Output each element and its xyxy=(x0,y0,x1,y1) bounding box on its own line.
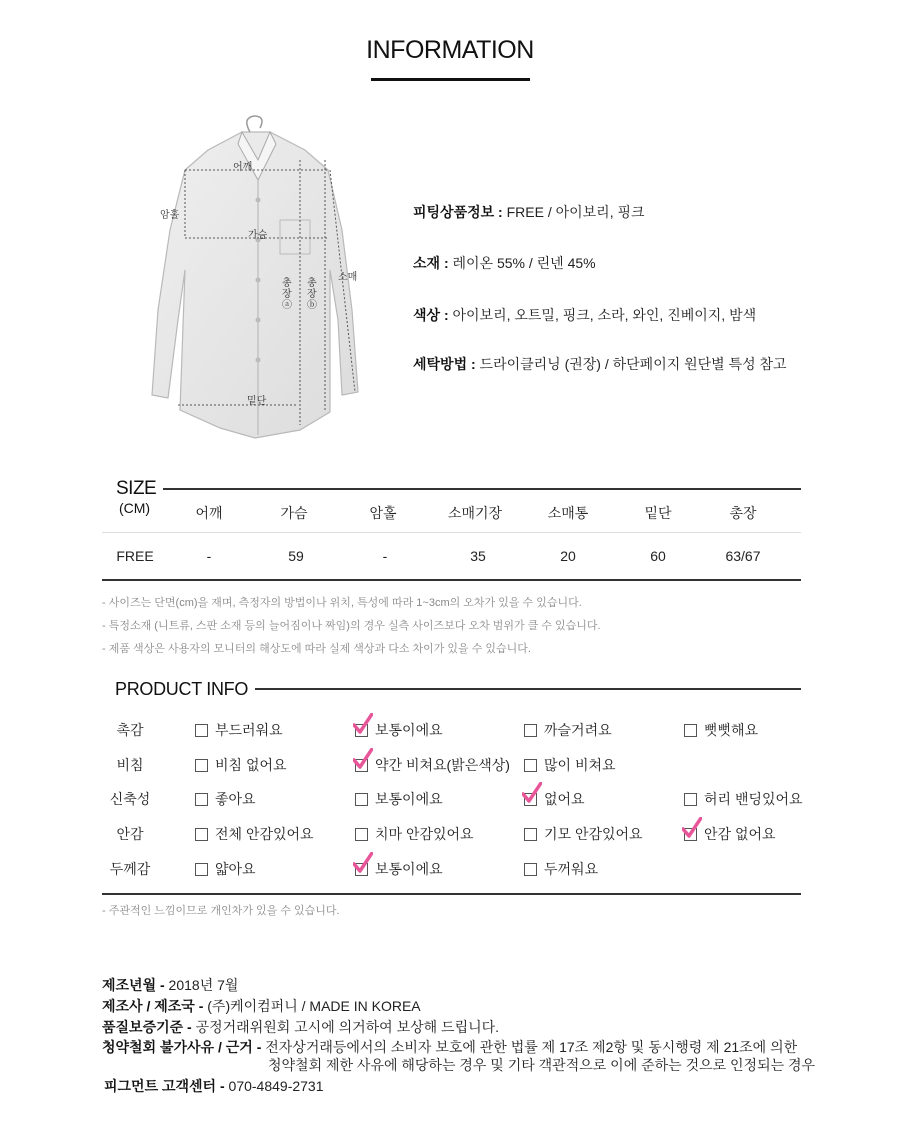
option-label: 두꺼워요 xyxy=(544,861,599,877)
product-info-option[interactable] xyxy=(524,789,585,809)
checkbox[interactable] xyxy=(355,863,368,876)
product-info-option[interactable] xyxy=(195,755,287,775)
size-value: 20 xyxy=(560,548,576,564)
checkbox[interactable] xyxy=(524,759,537,772)
option-label: 치마 안감있어요 xyxy=(375,826,474,842)
product-info-row-label: 신축성 xyxy=(109,791,151,807)
product-info-row-label: 두께감 xyxy=(109,861,151,877)
withdrawal-reason-label: 청약철회 불가사유 / 근거 - xyxy=(102,1039,262,1055)
customer-center-label: 피그먼트 고객센터 - xyxy=(104,1078,225,1094)
size-note: - 사이즈는 단면(cm)을 재며, 측정자의 방법이나 위치, 특성에 따라 1~3cm의 오차가 있을 수 있습니다. xyxy=(102,597,582,609)
page-title: INFORMATION xyxy=(366,36,534,64)
product-info-option[interactable] xyxy=(355,859,443,879)
label-chest: 가슴 xyxy=(248,230,268,241)
manufacturer xyxy=(102,996,421,1016)
title-underline xyxy=(371,78,530,81)
size-value: - xyxy=(382,548,388,564)
checkbox[interactable] xyxy=(195,759,208,772)
checkbox[interactable] xyxy=(524,863,537,876)
size-value: 63/67 xyxy=(725,548,761,564)
size-header: 가슴 xyxy=(280,505,308,521)
option-label: 안감 없어요 xyxy=(704,826,776,842)
withdrawal-reason xyxy=(102,1037,797,1057)
product-info-option[interactable] xyxy=(355,755,510,775)
material-label: 소재 : xyxy=(413,255,449,271)
size-header: 소매기장 xyxy=(447,505,503,521)
manufacture-date xyxy=(102,975,238,995)
size-title: SIZE xyxy=(116,478,157,499)
checkmark-icon xyxy=(682,817,702,839)
label-hem: 밑단 xyxy=(247,396,267,407)
product-info-note: - 주관적인 느낌이므로 개인차가 있을 수 있습니다. xyxy=(102,905,340,917)
checkbox[interactable] xyxy=(195,828,208,841)
option-label: 까슬거려요 xyxy=(544,722,612,738)
size-rule-bottom xyxy=(102,579,801,581)
checkbox[interactable] xyxy=(195,793,208,806)
checkmark-icon xyxy=(353,713,373,735)
product-info-option[interactable] xyxy=(195,720,283,740)
product-info-option[interactable] xyxy=(524,824,643,844)
manufacturer-label: 제조사 / 제조국 - xyxy=(102,998,204,1014)
withdrawal-reason-line-2: 청약철회 제한 사유에 해당하는 경우 및 기타 객관적으로 이에 준하는 것으로 인정되는 경우 xyxy=(268,1057,816,1073)
color-row xyxy=(413,305,756,325)
size-note: - 특정소재 (니트류, 스판 소재 등의 늘어짐이나 짜임)의 경우 실측 사이즈보다 오차 범위가 클 수 있습니다. xyxy=(102,620,601,632)
size-header: 총장 xyxy=(729,505,757,521)
size-rule-top xyxy=(163,488,801,490)
size-note: - 제품 색상은 사용자의 모니터의 해상도에 따라 실제 색상과 다소 차이가 있을 수 있습니다. xyxy=(102,643,531,655)
product-info-option[interactable] xyxy=(684,720,758,740)
size-value: 60 xyxy=(650,548,666,564)
checkbox[interactable] xyxy=(524,724,537,737)
manufacture-date-label: 제조년월 - xyxy=(102,977,165,993)
fitting-info-label: 피팅상품정보 : xyxy=(413,204,503,220)
option-label: 허리 밴딩있어요 xyxy=(704,791,803,807)
material-value: 레이온 55% / 린넨 45% xyxy=(448,255,596,271)
fitting-info-value: FREE / 아이보리, 핑크 xyxy=(502,204,645,220)
checkbox[interactable] xyxy=(355,759,368,772)
option-label: 부드러워요 xyxy=(215,722,283,738)
option-label: 없어요 xyxy=(544,791,585,807)
label-length-b: 총장ⓑ xyxy=(307,278,317,311)
customer-center xyxy=(104,1076,324,1096)
product-info-option[interactable] xyxy=(195,789,256,809)
product-info-rule-bottom xyxy=(102,893,801,895)
option-label: 뻣뻣해요 xyxy=(704,722,759,738)
option-label: 전체 안감있어요 xyxy=(215,826,314,842)
product-info-option[interactable] xyxy=(524,720,612,740)
product-info-option[interactable] xyxy=(195,859,256,879)
checkmark-icon xyxy=(353,748,373,770)
checkbox[interactable] xyxy=(195,863,208,876)
option-label: 비침 없어요 xyxy=(215,757,287,773)
wash-label: 세탁방법 : xyxy=(413,356,476,372)
label-armhole: 암홀 xyxy=(160,210,180,221)
product-info-option[interactable] xyxy=(195,824,314,844)
checkbox[interactable] xyxy=(524,828,537,841)
wash-row xyxy=(413,354,787,374)
option-label: 약간 비쳐요(밝은색상) xyxy=(375,757,510,773)
size-header: 밑단 xyxy=(644,505,672,521)
product-info-option[interactable] xyxy=(684,824,776,844)
checkmark-icon xyxy=(522,782,542,804)
product-info-option[interactable] xyxy=(684,789,803,809)
fitting-info-row xyxy=(413,202,645,222)
option-label: 좋아요 xyxy=(215,791,256,807)
size-value: - xyxy=(206,548,212,564)
product-info-row-label: 비침 xyxy=(116,757,144,773)
color-value: 아이보리, 오트밀, 핑크, 소라, 와인, 진베이지, 밤색 xyxy=(448,307,757,323)
option-label: 보통이에요 xyxy=(375,791,443,807)
color-label: 색상 : xyxy=(413,307,449,323)
material-row xyxy=(413,253,596,273)
option-label: 보통이에요 xyxy=(375,861,443,877)
size-header: 암홀 xyxy=(369,505,397,521)
checkbox[interactable] xyxy=(684,828,697,841)
size-unit: (CM) xyxy=(119,500,151,516)
size-row-label: FREE xyxy=(116,548,154,564)
product-info-title: PRODUCT INFO xyxy=(115,679,249,699)
quality-standard-label: 품질보증기준 - xyxy=(102,1019,192,1035)
checkbox[interactable] xyxy=(355,724,368,737)
label-shoulder: 어깨 xyxy=(233,162,253,173)
label-length-a: 총장ⓐ xyxy=(282,278,292,311)
option-label: 많이 비쳐요 xyxy=(544,757,616,773)
checkbox[interactable] xyxy=(355,793,368,806)
withdrawal-reason-value: 전자상거래등에서의 소비자 보호에 관한 법률 제 17조 제2항 및 동시행령 제 21조에 의한 xyxy=(261,1039,798,1055)
product-info-option[interactable] xyxy=(355,720,443,740)
manufacture-date-value: 2018년 7월 xyxy=(164,977,239,993)
option-label: 기모 안감있어요 xyxy=(544,826,643,842)
product-info-option[interactable] xyxy=(524,859,598,879)
product-info-row-label: 안감 xyxy=(116,826,144,842)
checkbox[interactable] xyxy=(684,793,697,806)
product-info-rule-top xyxy=(255,688,801,690)
checkmark-icon xyxy=(353,852,373,874)
option-label: 보통이에요 xyxy=(375,722,443,738)
quality-standard-value: 공정거래위원회 고시에 의거하여 보상해 드립니다. xyxy=(191,1019,500,1035)
wash-value: 드라이클리닝 (권장) / 하단페이지 원단별 특성 참고 xyxy=(475,356,787,372)
manufacturer-value: (주)케이컴퍼니 / MADE IN KOREA xyxy=(203,998,421,1014)
checkbox[interactable] xyxy=(524,793,537,806)
checkbox[interactable] xyxy=(195,724,208,737)
checkbox[interactable] xyxy=(355,828,368,841)
size-header: 어깨 xyxy=(195,505,223,521)
quality-standard xyxy=(102,1017,499,1037)
customer-center-value: 070-4849-2731 xyxy=(224,1078,324,1094)
product-info-option[interactable] xyxy=(524,755,616,775)
product-info-row-label: 촉감 xyxy=(116,722,144,738)
size-value: 59 xyxy=(288,548,304,564)
product-info-option[interactable] xyxy=(355,789,443,809)
checkbox[interactable] xyxy=(684,724,697,737)
product-info-option[interactable] xyxy=(355,824,474,844)
option-label: 얇아요 xyxy=(215,861,256,877)
shirt-illustration xyxy=(130,110,380,455)
label-sleeve: 소매 xyxy=(338,272,358,283)
size-header: 소매통 xyxy=(547,505,589,521)
size-rule-mid xyxy=(102,532,801,533)
size-value: 35 xyxy=(470,548,486,564)
